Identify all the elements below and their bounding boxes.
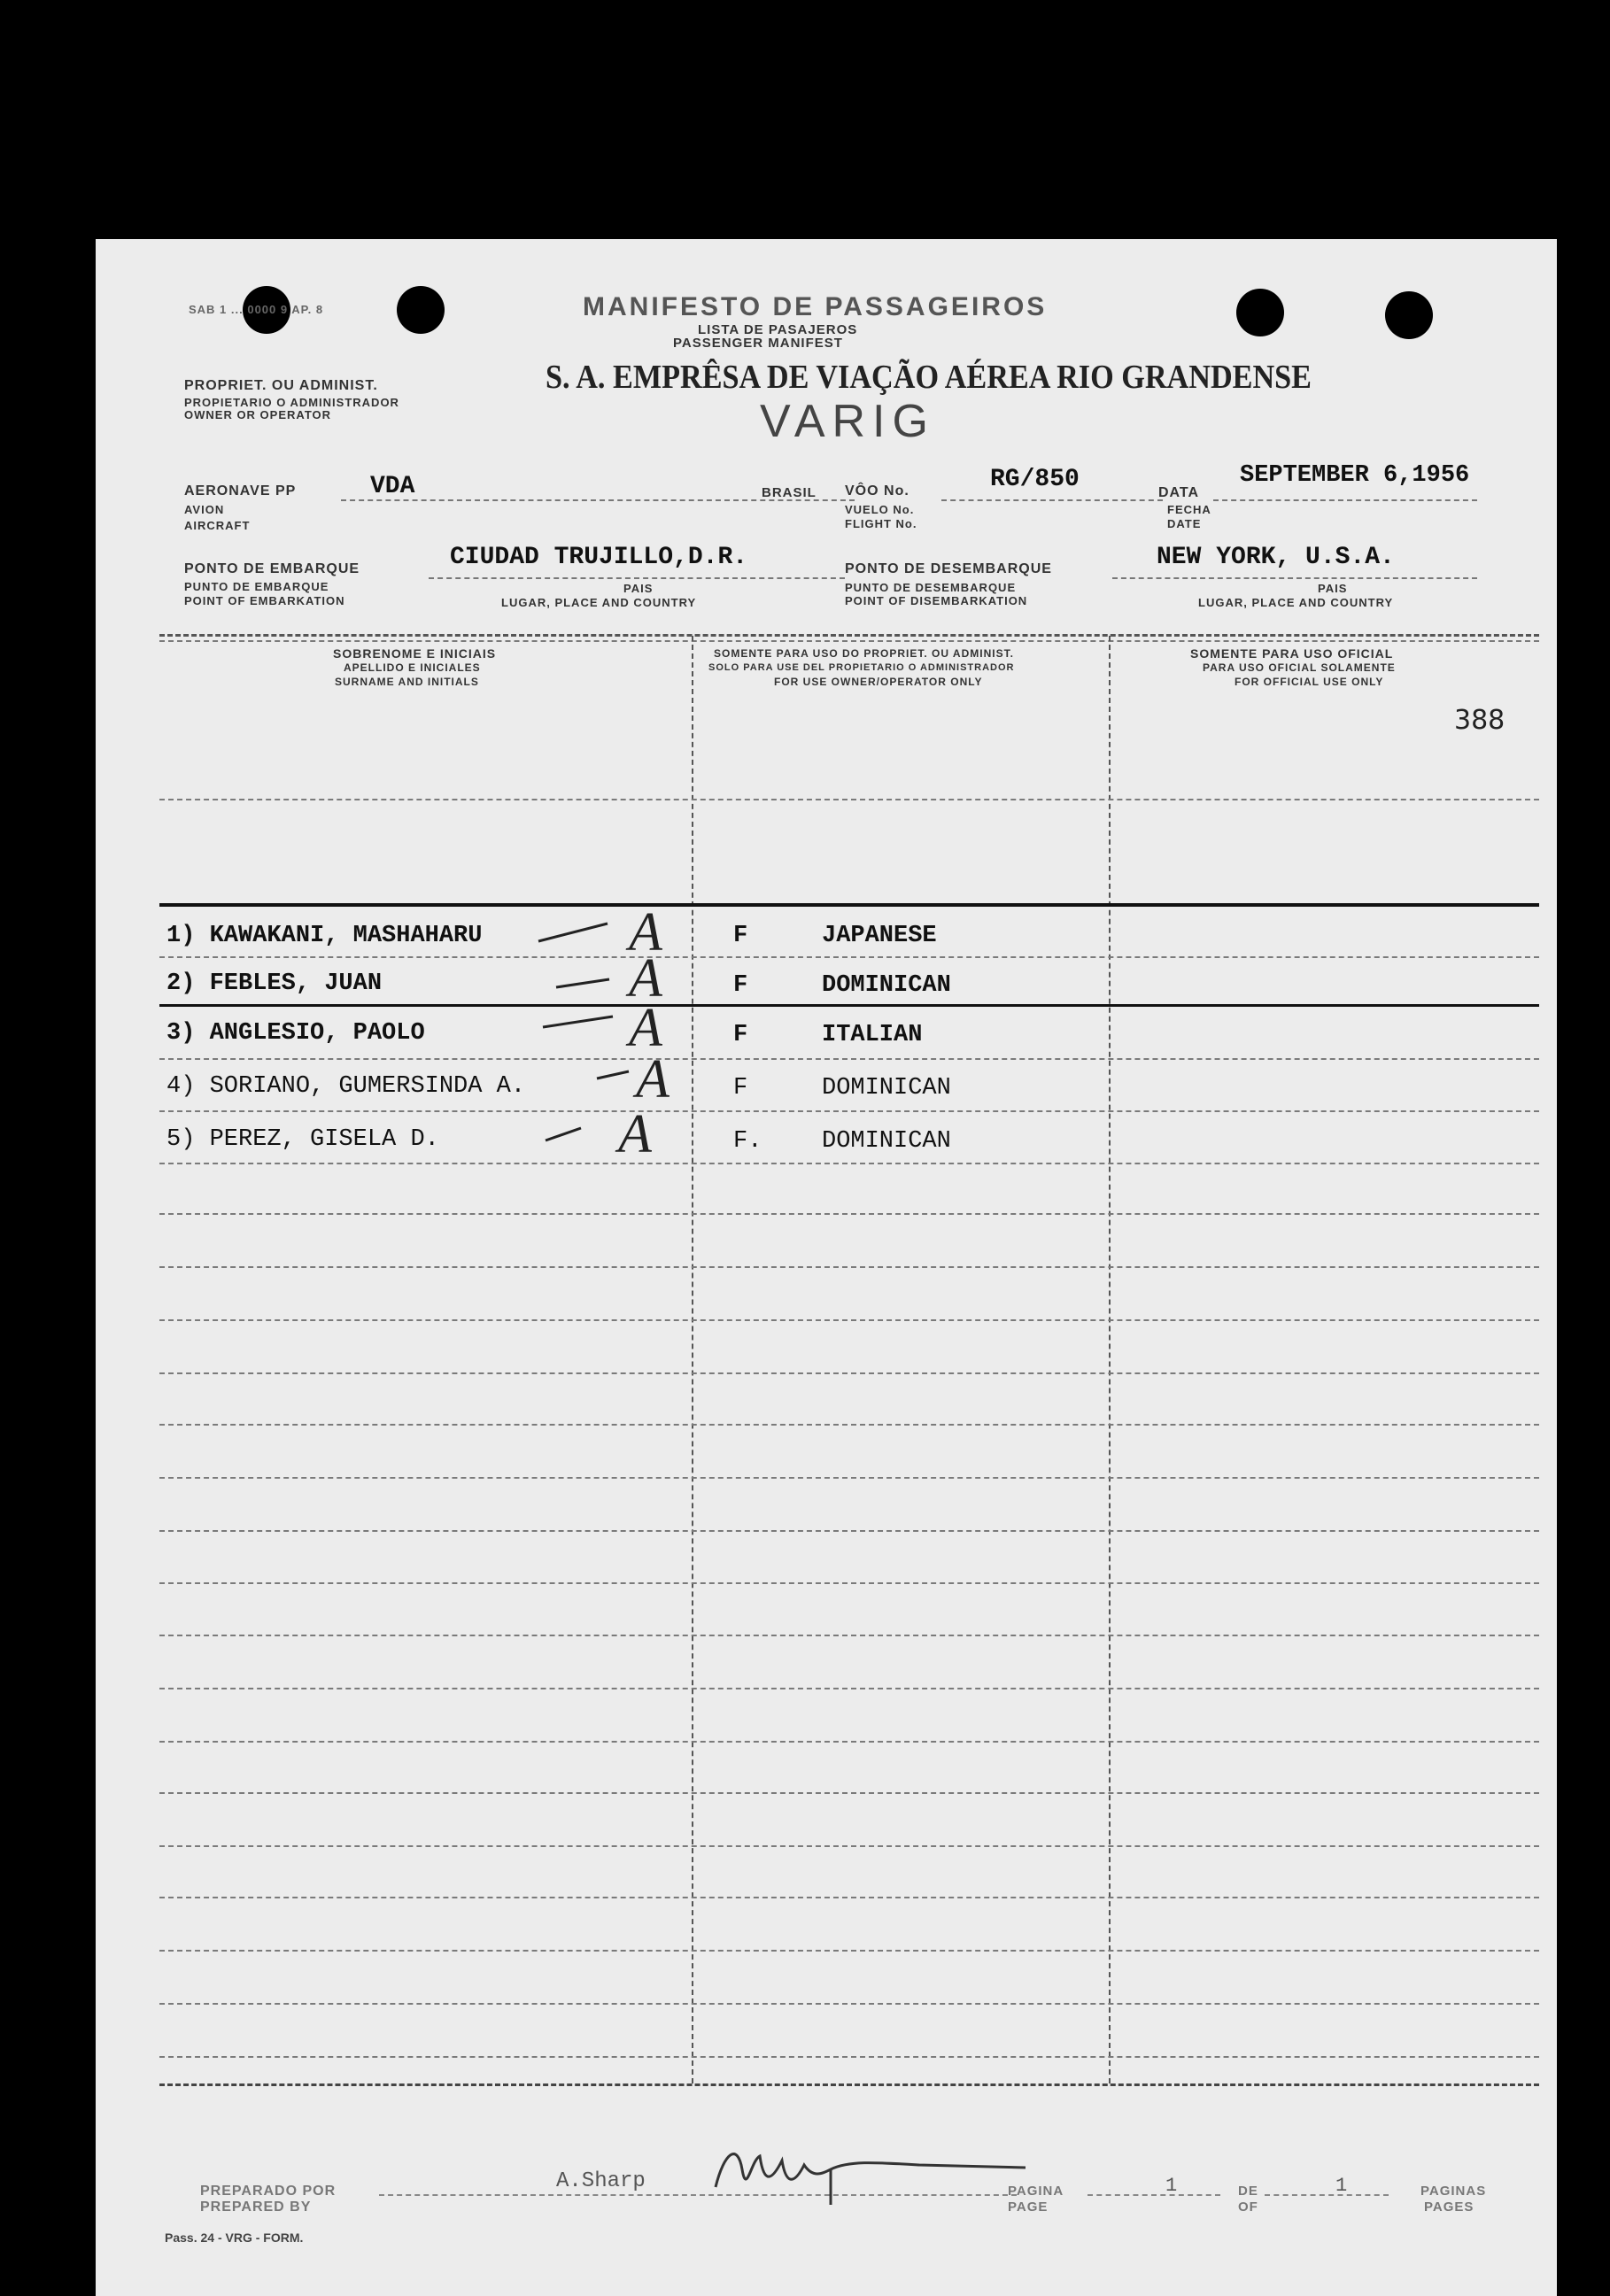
passenger-code: F.: [733, 1128, 762, 1155]
subtitle-es: LISTA DE PASAJEROS: [698, 322, 858, 337]
rule-line: [159, 1372, 1539, 1374]
page-fill-line: [1088, 2194, 1220, 2196]
rule-line: [159, 1266, 1539, 1268]
rule-line: [159, 1792, 1539, 1794]
aircraft-label-en: AIRCRAFT: [184, 519, 251, 532]
hand-dash: [556, 979, 609, 987]
passenger-name: 1) KAWAKANI, MASHAHARU: [166, 923, 483, 949]
prepared-value: A.Sharp: [556, 2169, 646, 2193]
passenger-nationality: JAPANESE: [822, 923, 937, 949]
col2-header-pt: SOMENTE PARA USO DO PROPRIET. OU ADMINIST.: [714, 647, 1014, 660]
hand-dash: [597, 1071, 629, 1078]
of-fill-line: [1265, 2194, 1389, 2196]
rule-line: [159, 1950, 1539, 1952]
date-label-es: FECHA: [1167, 503, 1211, 516]
owner-label-en: OWNER OR OPERATOR: [184, 408, 332, 421]
passenger-name: 5) PEREZ, GISELA D.: [166, 1126, 439, 1153]
page-stamp: 388: [1454, 705, 1506, 736]
passenger-mark: A: [629, 998, 662, 1058]
page-value: 1: [1165, 2175, 1178, 2197]
flight-label-en: FLIGHT No.: [845, 517, 917, 530]
aircraft-label-pt: AERONAVE PP: [184, 483, 297, 499]
disembark-place-label: LUGAR, PLACE AND COUNTRY: [1198, 596, 1394, 609]
rule-line: [159, 1213, 1539, 1215]
passenger-mark: A: [636, 1049, 670, 1109]
disembark-value: NEW YORK, U.S.A.: [1157, 544, 1395, 571]
passenger-code: F: [733, 972, 748, 999]
col1-header-en: SURNAME AND INITIALS: [335, 676, 479, 688]
preparer-signature: [698, 2134, 1034, 2214]
col2-header-es: SOLO PARA USE DEL PROPIETARIO O ADMINISTRADOR: [708, 662, 1015, 673]
col3-header-en: FOR OFFICIAL USE ONLY: [1235, 676, 1384, 688]
owner-label-pt: PROPRIET. OU ADMINIST.: [184, 378, 378, 393]
hand-dash: [538, 924, 608, 941]
hand-dash: [543, 1017, 613, 1027]
rule-line: [159, 1845, 1539, 1847]
disembark-label-es: PUNTO DE DESEMBARQUE: [845, 581, 1017, 594]
prepared-label-en: PREPARED BY: [200, 2199, 312, 2215]
col1-header-pt: SOBRENOME E INICIAIS: [333, 646, 497, 661]
rule-line-bottom: [159, 2083, 1539, 2086]
date-value: SEPTEMBER 6,1956: [1240, 462, 1470, 489]
company-name: S. A. EMPRÊSA DE VIAÇÃO AÉREA RIO GRANDENSE: [546, 359, 1312, 396]
passenger-nationality: DOMINICAN: [822, 972, 951, 999]
disembark-label-en: POINT OF DISEMBARKATION: [845, 594, 1028, 607]
col3-header-pt: SOMENTE PARA USO OFICIAL: [1190, 646, 1394, 661]
of-value: 1: [1335, 2175, 1348, 2197]
disembark-label-pt: PONTO DE DESEMBARQUE: [845, 561, 1052, 576]
passenger-nationality: DOMINICAN: [822, 1128, 951, 1155]
passenger-nationality: DOMINICAN: [822, 1075, 951, 1102]
rule-line: [159, 1582, 1539, 1584]
of-label-en: OF: [1238, 2199, 1258, 2215]
form-code: SAB 1 ... 0000 9 AP. 8: [189, 303, 324, 316]
passenger-code: F: [733, 1022, 748, 1048]
passenger-mark: A: [629, 948, 662, 1009]
rule-line: [159, 1688, 1539, 1689]
date-label-pt: DATA: [1158, 485, 1200, 500]
passenger-nationality: ITALIAN: [822, 1022, 923, 1048]
rule-line: [159, 1635, 1539, 1636]
passenger-mark: A: [629, 902, 662, 962]
form-id: Pass. 24 - VRG - FORM.: [165, 2230, 304, 2245]
passenger-mark: A: [618, 1104, 652, 1164]
rule-line: [159, 2003, 1539, 2005]
subtitle-en: PASSENGER MANIFEST: [673, 336, 843, 351]
manifest-sheet: [96, 239, 1557, 2296]
col3-header-es: PARA USO OFICIAL SOLAMENTE: [1203, 661, 1396, 674]
of-label-pt: DE: [1238, 2184, 1258, 2199]
col1-header-es: APELLIDO E INICIALES: [344, 661, 481, 674]
passenger-code: F: [733, 923, 748, 949]
brasil-label: BRASIL: [762, 485, 817, 500]
embark-label-es: PUNTO DE EMBARQUE: [184, 580, 329, 593]
rule-line: [159, 1530, 1539, 1532]
aircraft-value: VDA: [370, 473, 415, 500]
hand-dash: [546, 1128, 581, 1140]
manifest-title: MANIFESTO DE PASSAGEIROS: [583, 292, 1048, 321]
rule-line: [159, 1897, 1539, 1898]
rule-line: [159, 1477, 1539, 1479]
col2-header-en: FOR USE OWNER/OPERATOR ONLY: [774, 676, 983, 688]
rule-line: [159, 2056, 1539, 2058]
handwritten-dash-strokes: [96, 239, 1557, 1213]
owner-label-es: PROPIETARIO O ADMINISTRADOR: [184, 396, 399, 409]
embark-label-en: POINT OF EMBARKATION: [184, 594, 345, 607]
passenger-name: 3) ANGLESIO, PAOLO: [166, 1020, 425, 1047]
passenger-name: 2) FEBLES, JUAN: [166, 970, 383, 997]
embark-label-pt: PONTO DE EMBARQUE: [184, 561, 360, 576]
embark-place-label: LUGAR, PLACE AND COUNTRY: [501, 596, 697, 609]
rule-line: [159, 1424, 1539, 1426]
page-label-pt: PAGINA: [1008, 2184, 1064, 2199]
pages-label-pt: PAGINAS: [1420, 2184, 1487, 2199]
brand-name: VARIG: [760, 396, 935, 447]
date-label-en: DATE: [1167, 517, 1202, 530]
passenger-name: 4) SORIANO, GUMERSINDA A.: [166, 1073, 526, 1100]
page-label-en: PAGE: [1008, 2199, 1049, 2215]
pages-label-en: PAGES: [1424, 2199, 1475, 2215]
flight-value: RG/850: [990, 466, 1080, 493]
rule-line: [159, 1741, 1539, 1743]
passenger-code: F: [733, 1075, 748, 1102]
flight-label-pt: VÔO No.: [845, 483, 909, 499]
prepared-label-pt: PREPARADO POR: [200, 2184, 337, 2199]
rule-line: [159, 1319, 1539, 1321]
embark-value: CIUDAD TRUJILLO,D.R.: [450, 544, 748, 571]
embark-country-label: PAIS: [623, 582, 654, 595]
flight-label-es: VUELO No.: [845, 503, 915, 516]
aircraft-label-es: AVION: [184, 503, 225, 516]
disembark-country-label: PAIS: [1318, 582, 1348, 595]
